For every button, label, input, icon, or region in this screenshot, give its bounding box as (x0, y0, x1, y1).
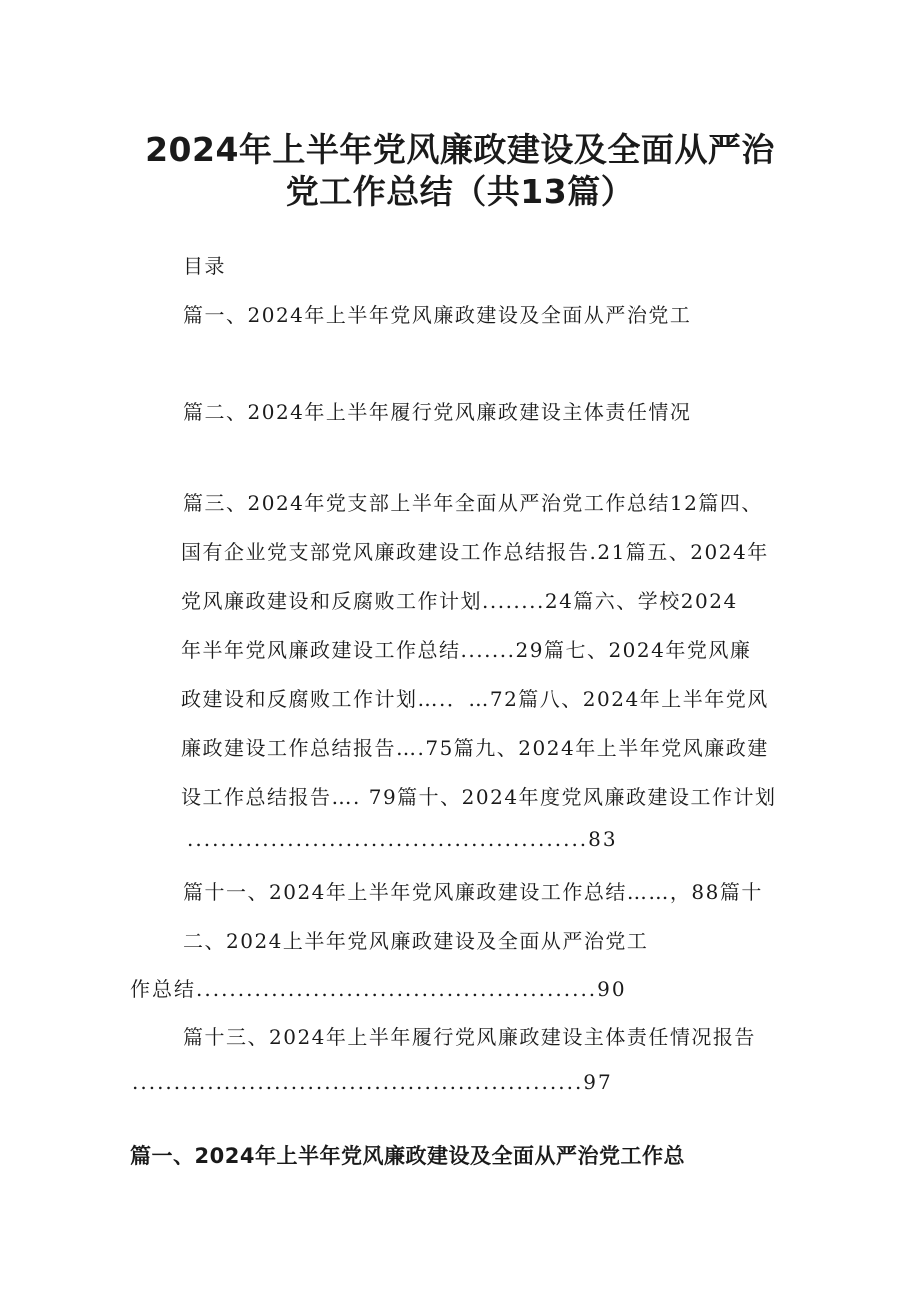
toc-block-line: 国有企业党支部党风廉政建设工作总结报告.21篇五、2024年 (181, 540, 769, 564)
toc-entry-1: 篇一、2024年上半年党风廉政建设及全面从严治党工 (183, 303, 692, 327)
toc-heading: 目录 (183, 254, 226, 278)
toc-leader-97: ......................................................97 (132, 1070, 613, 1094)
toc-entry-12-cont: 作总结................................................90 (130, 977, 627, 1001)
document-title-line-2: 党工作总结（共13篇） (285, 172, 635, 211)
toc-block-line: 党风廉政建设和反腐败工作计划........24篇六、学校2024 (181, 589, 738, 613)
toc-entry-13: 篇十三、2024年上半年履行党风廉政建设主体责任情况报告 (183, 1025, 756, 1049)
toc-entry-12: 二、2024上半年党风廉政建设及全面从严治党工 (183, 929, 649, 953)
toc-block-line: 篇三、2024年党支部上半年全面从严治党工作总结12篇四、 (183, 491, 763, 515)
toc-entry-2: 篇二、2024年上半年履行党风廉政建设主体责任情况 (183, 400, 692, 424)
section-heading: 篇一、2024年上半年党风廉政建设及全面从严治党工作总 (130, 1144, 685, 1168)
document-title-line-1: 2024年上半年党风廉政建设及全面从严治 (145, 130, 775, 169)
toc-block-line: 廉政建设工作总结报告….75篇九、2024年上半年党风廉政建 (181, 736, 769, 760)
toc-block-line: 设工作总结报告…. 79篇十、2024年度党风廉政建设工作计划 (181, 785, 777, 809)
toc-leader-83: ................................................83 (187, 827, 618, 851)
toc-block-line: 年半年党风廉政建设工作总结.......29篇七、2024年党风廉 (181, 638, 752, 662)
toc-entry-11: 篇十一、2024年上半年党风廉政建设工作总结……，88篇十 (183, 880, 763, 904)
toc-block-line: 政建设和反腐败工作计划….．…72篇八、2024年上半年党风 (181, 687, 769, 711)
